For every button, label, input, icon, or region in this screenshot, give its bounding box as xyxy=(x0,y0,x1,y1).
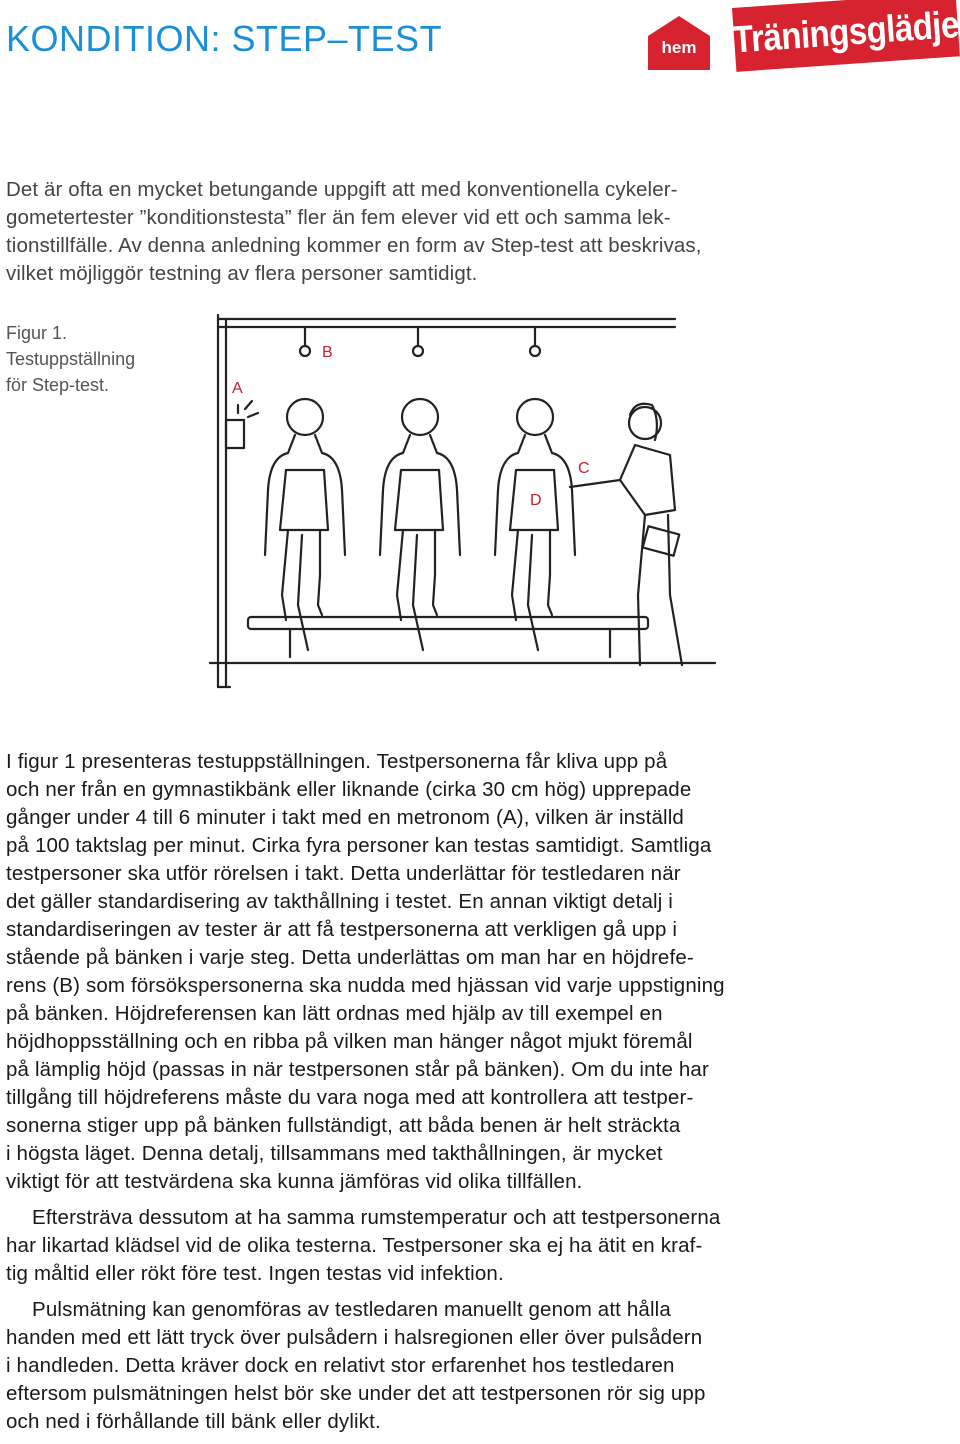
home-label: hem xyxy=(661,38,697,57)
p1-line: höjdhoppsställning och en ribba på vilken man hänger något mjukt föremål xyxy=(6,1030,693,1053)
label-c: C xyxy=(578,460,590,477)
intro-line: tionstillfälle. Av denna anledning kommer en form av Step-test att beskrivas, xyxy=(6,234,702,257)
p1-line: gånger under 4 till 6 minuter i takt med en metronom (A), vilken är inställd xyxy=(6,806,684,829)
p2-line: har likartad klädsel vid de olika testerna. Testpersoner ska ej ha ätit en kraf- xyxy=(6,1234,703,1257)
p2-line: Eftersträva dessutom at ha samma rumstemperatur och att testpersonerna xyxy=(32,1206,721,1229)
step-test-illustration xyxy=(190,305,720,705)
p1-line: på bänken. Höjdreferensen kan lätt ordnas med hjälp av till exempel en xyxy=(6,1002,663,1025)
p1-line: testpersoner ska utför rörelsen i takt. Detta underlättar för testledaren när xyxy=(6,862,681,885)
home-button[interactable] xyxy=(648,16,710,70)
intro-line: vilket möjliggör testning av flera personer samtidigt. xyxy=(6,262,478,285)
p1-line: i högsta läget. Denna detalj, tillsammans med takthållningen, är mycket xyxy=(6,1142,663,1165)
height-reference-markers xyxy=(300,327,540,356)
p1-line: på lämplig höjd (passas in när testpersonen står på bänken). Om du inte har xyxy=(6,1058,709,1081)
body-text xyxy=(6,748,806,1444)
paragraph-3 xyxy=(6,1296,806,1436)
p3-line: i handleden. Detta kräver dock en relativt stor erfarenhet hos testledaren xyxy=(6,1354,675,1377)
intro-line: gometertester ”konditionstesta” fler än fem elever vid ett och samma lek- xyxy=(6,206,671,229)
p1-line: tillgång till höjdreferens måste du vara noga med att kontrollera att testper- xyxy=(6,1086,694,1109)
label-b: B xyxy=(322,344,333,361)
paragraph-1 xyxy=(6,748,806,1196)
paragraph-2 xyxy=(6,1204,806,1288)
p1-line: I figur 1 presenteras testuppställningen. Testpersonerna får kliva upp på xyxy=(6,750,668,773)
p1-line: på 100 taktslag per minut. Cirka fyra personer kan testas samtidigt. Samtliga xyxy=(6,834,712,857)
brand-logo xyxy=(732,0,960,72)
test-person xyxy=(380,399,460,650)
caption-line: Testuppställning xyxy=(6,349,136,369)
metronome xyxy=(226,401,258,448)
p1-line: och ner från en gymnastikbänk eller liknande (cirka 30 cm hög) upprepade xyxy=(6,778,692,801)
p1-line: det gäller standardisering av takthållning i testet. En annan viktigt detalj i xyxy=(6,890,673,913)
caption-line: Figur 1. xyxy=(6,323,68,343)
p3-line: Pulsmätning kan genomföras av testledaren manuellt genom att hålla xyxy=(32,1298,671,1321)
caption-line: för Step-test. xyxy=(6,375,110,395)
figure-caption xyxy=(6,320,135,398)
p3-line: handen med ett lätt tryck över pulsådern i halsregionen eller över pulsådern xyxy=(6,1326,703,1349)
p3-line: eftersom pulsmätningen helst bör ske under det att testpersonen rör sig upp xyxy=(6,1382,706,1405)
label-d: D xyxy=(530,492,542,509)
p2-line: tig måltid eller rökt före test. Ingen testas vid infektion. xyxy=(6,1262,504,1285)
p1-line: stående på bänken i varje steg. Detta underlättas om man har en höjdrefe- xyxy=(6,946,694,969)
p1-line: standardiseringen av tester är att få testpersonerna att verkligen gå upp i xyxy=(6,918,678,941)
p3-line: och ned i förhållande till bänk eller dylikt. xyxy=(6,1410,381,1433)
p1-line: sonerna stiger upp på bänken fullständigt, att båda benen är helt sträckta xyxy=(6,1114,681,1137)
intro-paragraph xyxy=(6,176,786,288)
intro-line: Det är ofta en mycket betungande uppgift att med konventionella cykeler- xyxy=(6,178,678,201)
label-a: A xyxy=(232,380,243,397)
test-person xyxy=(265,399,345,650)
page-title: KONDITION: STEP–TEST xyxy=(6,18,443,59)
test-person xyxy=(495,399,575,650)
brand-logo-text: Träningsglädje xyxy=(731,2,960,61)
p1-line: viktigt för att testvärdena ska kunna jämföras vid olika tillfällen. xyxy=(6,1170,583,1193)
test-leader xyxy=(570,404,682,665)
p1-line: rens (B) som försökspersonerna ska nudda med hjässan vid varje uppstigning xyxy=(6,974,725,997)
